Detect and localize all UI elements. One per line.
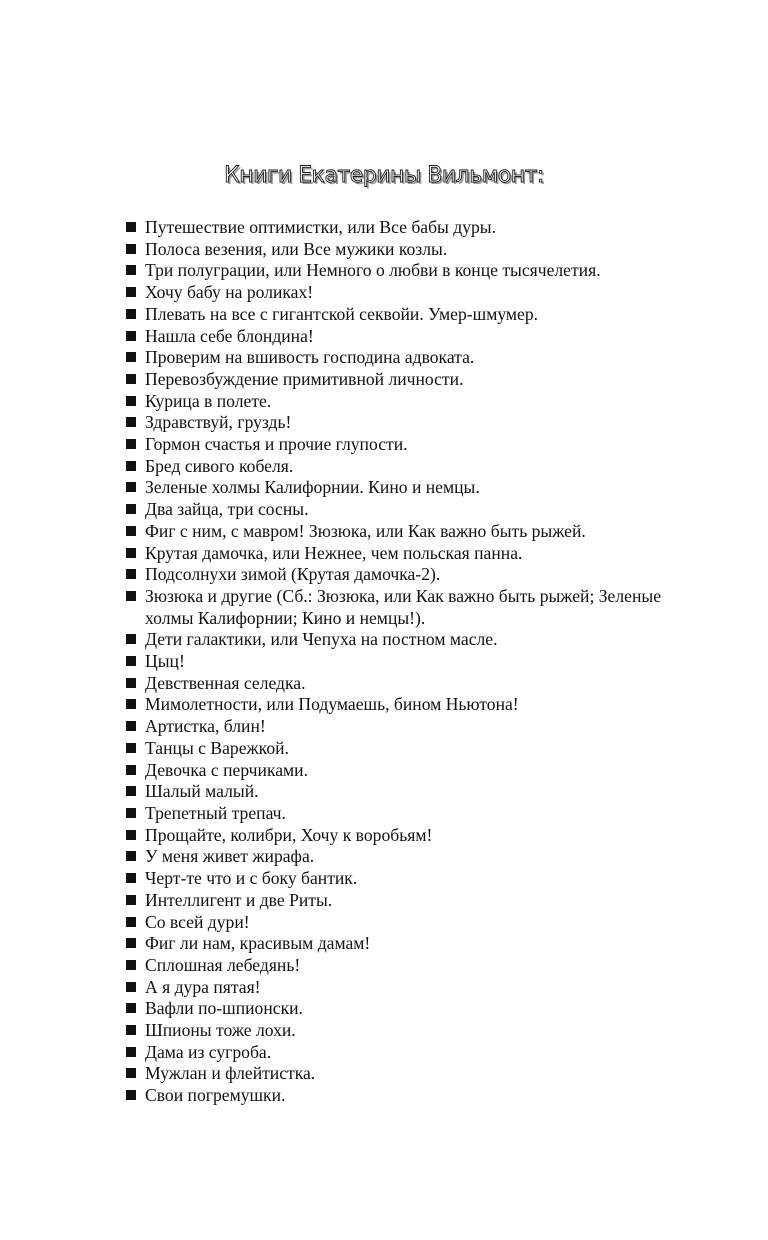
list-item: Зеленые холмы Калифорнии. Кино и немцы. <box>124 477 684 499</box>
list-item: Артистка, блин! <box>124 716 684 738</box>
list-item: Курица в полете. <box>124 391 684 413</box>
list-item: Путешествие оптимистки, или Все бабы дуры. <box>124 217 684 239</box>
list-item: Вафли по-шпионски. <box>124 998 684 1020</box>
list-item: Интеллигент и две Риты. <box>124 890 684 912</box>
list-item: Черт-те что и с боку бантик. <box>124 868 684 890</box>
list-item: Девственная селедка. <box>124 673 684 695</box>
list-item: Мужлан и флейтистка. <box>124 1063 684 1085</box>
list-item: Фиг с ним, с мавром! Зюзюка, или Как важно быть рыжей. <box>124 521 684 543</box>
list-item: Цыц! <box>124 651 684 673</box>
list-item: Гормон счастья и прочие глупости. <box>124 434 684 456</box>
list-item: Свои погремушки. <box>124 1085 684 1107</box>
list-item: Перевозбуждение примитивной личности. <box>124 369 684 391</box>
list-item: Прощайте, колибри, Хочу к воробьям! <box>124 825 684 847</box>
list-item: Шпионы тоже лохи. <box>124 1020 684 1042</box>
list-item: Бред сивого кобеля. <box>124 456 684 478</box>
list-item: Три полуграции, или Немного о любви в конце тысячелетия. <box>124 260 684 282</box>
list-item: Мимолетности, или Подумаешь, бином Ньютона! <box>124 694 684 716</box>
list-item: Фиг ли нам, красивым дамам! <box>124 933 684 955</box>
list-item: Сплошная лебедянь! <box>124 955 684 977</box>
list-item: Дети галактики, или Чепуха на постном масле. <box>124 629 684 651</box>
list-item: Зюзюка и другие (Сб.: Зюзюка, или Как важно быть рыжей; Зеленые холмы Калифорнии; Кино и немцы!). <box>124 586 684 629</box>
list-item: У меня живет жирафа. <box>124 846 684 868</box>
list-item: Здравствуй, груздь! <box>124 412 684 434</box>
list-item: Проверим на вшивость господина адвоката. <box>124 347 684 369</box>
list-item: Танцы с Варежкой. <box>124 738 684 760</box>
list-item: Дама из сугроба. <box>124 1042 684 1064</box>
list-item: Трепетный трепач. <box>124 803 684 825</box>
list-item: Шалый малый. <box>124 781 684 803</box>
list-item: Подсолнухи зимой (Крутая дамочка-2). <box>124 564 684 586</box>
list-item: Хочу бабу на роликах! <box>124 282 684 304</box>
book-list <box>124 217 684 1107</box>
list-item: Девочка с перчиками. <box>124 760 684 782</box>
list-item: Два зайца, три сосны. <box>124 499 684 521</box>
list-item: Плевать на все с гигантской секвойи. Умер-шмумер. <box>124 304 684 326</box>
list-item: А я дура пятая! <box>124 977 684 999</box>
list-item: Со всей дури! <box>124 912 684 934</box>
list-item: Полоса везения, или Все мужики козлы. <box>124 239 684 261</box>
list-item: Нашла себе блондина! <box>124 326 684 348</box>
page-title: Книги Екатерины Вильмонт: <box>224 162 544 188</box>
list-item: Крутая дамочка, или Нежнее, чем польская панна. <box>124 543 684 565</box>
